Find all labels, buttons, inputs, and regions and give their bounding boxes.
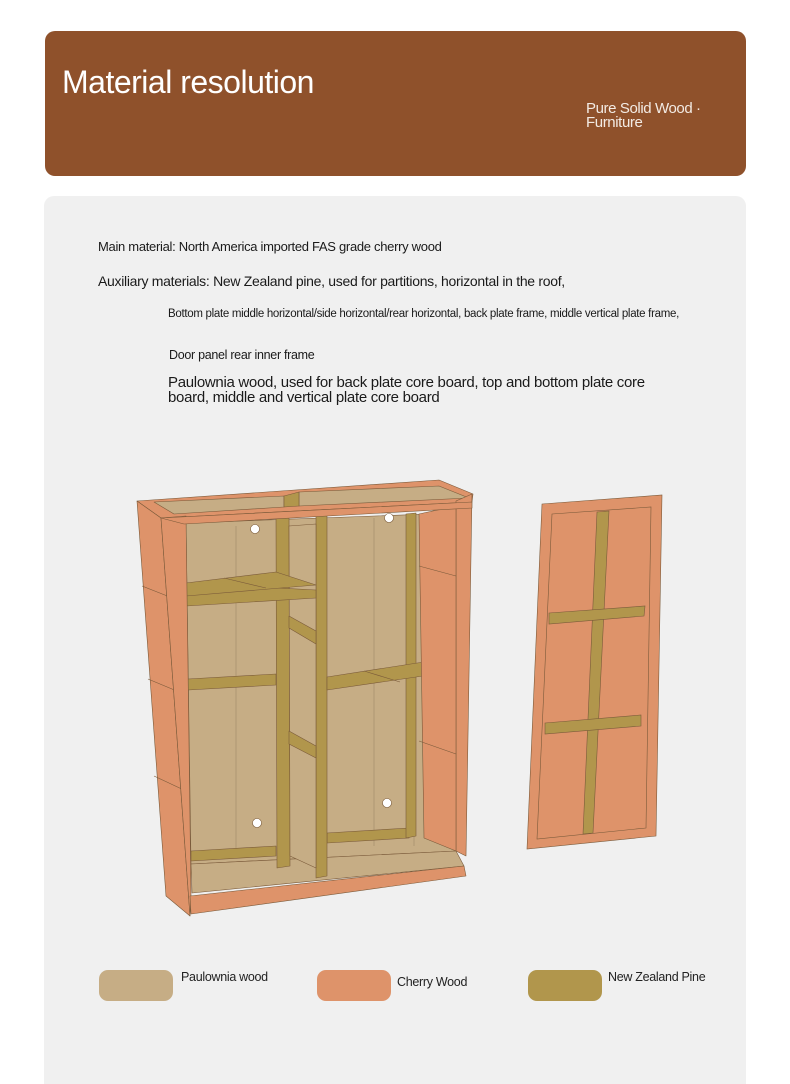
paulownia-usage-text: Paulownia wood, used for back plate core board, top and bottom plate core board, middle and vertical plate core board <box>168 374 645 406</box>
cabinet-illustration <box>44 196 746 1084</box>
auxiliary-materials-text: Auxiliary materials: New Zealand pine, used for partitions, horizontal in the roof, <box>98 273 565 289</box>
header-banner <box>45 31 746 176</box>
legend-label-paulownia: Paulownia wood <box>181 970 268 984</box>
page-title: Material resolution <box>62 64 314 100</box>
legend-label-cherry: Cherry Wood <box>397 975 468 989</box>
wardrobe-cabinet <box>137 480 473 916</box>
door-panel <box>527 495 662 849</box>
door-frame-text: Door panel rear inner frame <box>169 348 315 362</box>
cherry-swatch <box>317 970 391 1001</box>
main-material-text: Main material: North America imported FAS grade cherry wood <box>98 239 442 254</box>
subtitle-line-1: Pure Solid Wood · <box>586 100 701 117</box>
legend-label-pine: New Zealand Pine <box>608 970 706 984</box>
paulownia-swatch <box>99 970 173 1001</box>
material-card <box>44 196 746 1084</box>
header-subtitle <box>586 102 736 130</box>
subtitle-line-2: Furniture <box>586 114 643 131</box>
pine-swatch <box>528 970 602 1001</box>
pine-usage-text: Bottom plate middle horizontal/side horizontal/rear horizontal, back plate frame, middle vertical plate frame, <box>168 308 679 320</box>
